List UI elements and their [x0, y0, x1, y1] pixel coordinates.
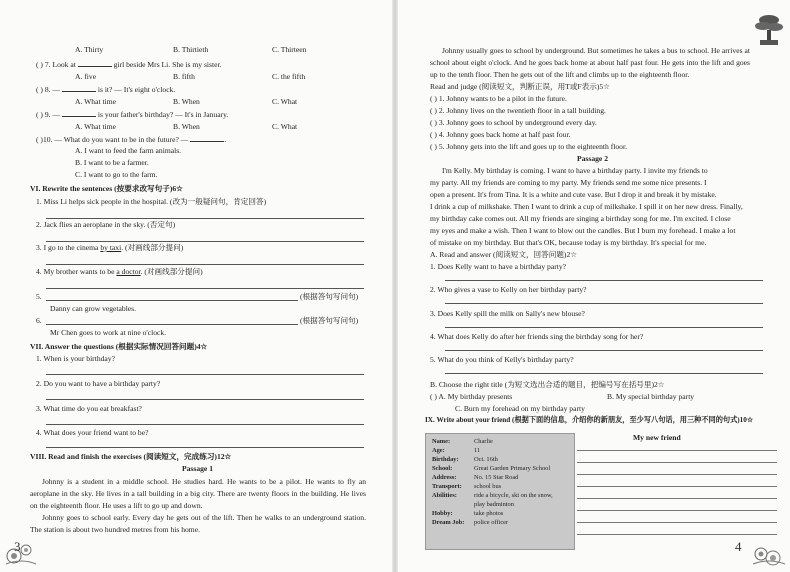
card-value: No. 15 Star Road: [474, 474, 519, 481]
card-key: Dream Job:: [432, 519, 465, 526]
read-answer-title: A. Read and answer (阅读短文，回答问题)2☆: [430, 250, 578, 259]
q10-option-c: C. I want to go to the farm.: [75, 170, 158, 179]
s6-q5-answer: Danny can grow vegetables.: [50, 304, 137, 313]
section-8-title: VIII. Read and finish the exercises (阅读短文，完成练习)12☆: [30, 452, 232, 461]
card-key: Age:: [432, 447, 445, 454]
passage-2-line: I'm Kelly. My birthday is coming. I want to have a birthday party. I invite my friends to: [442, 166, 708, 175]
q7-option-a: A. five: [75, 72, 97, 81]
answer-line[interactable]: [445, 373, 763, 374]
q7-option-c: C. the fifth: [272, 72, 306, 81]
passage-1-text-2: Johnny goes to school early. Every day he gets out of the lift. Then he walks to an underground station. The station is about two hundred metres from his home.: [30, 513, 366, 534]
ra-q4: 4. What does Kelly do after her friends sing the birthday song for her?: [430, 332, 644, 341]
card-value: 11: [474, 447, 481, 454]
q7: ( ) 7. Look at girl beside Mrs Li. She is my sister.: [36, 60, 222, 69]
answer-line[interactable]: [445, 303, 763, 304]
passage-1-text: Johnny is a student in a middle school. He studies hard. He wants to be a pilot. He wants to fly an aeroplane in the sky. He lives in a tall building in a big city. There are twenty floors in the building. He lives on the eighteenth floor. He uses a lift to go up and down.: [30, 477, 366, 510]
card-value: school bus: [474, 483, 502, 490]
s6-q4: 4. My brother wants to be a doctor. (对画线部分提问): [36, 267, 203, 276]
judge-2: ( ) 2. Johnny lives on the twentieth floor in a tall building.: [430, 106, 606, 115]
card-key: Transport:: [432, 483, 462, 490]
write-title: My new friend: [633, 433, 681, 442]
s6-q1: 1. Miss Li helps sick people in the hospital. (改为一般疑问句，肯定回答): [36, 197, 267, 206]
blank[interactable]: [190, 134, 224, 142]
s6-q6-hint: (根据答句写问句): [300, 316, 359, 325]
card-value: ride a bicycle, ski on the snow,: [474, 492, 553, 499]
passage-2-line: open a present. It's from Tina. It is a white and cute vase. But I drop it and break it by mistake.: [430, 190, 717, 199]
answer-line[interactable]: [46, 324, 298, 325]
section-9-title: IX. Write about your friend (根据下面的信息，介绍你的新朋友，至少写八句话，用三种不同的句式)10☆: [425, 416, 754, 424]
s7-q1: 1. When is your birthday?: [36, 354, 115, 363]
q6-option-c: C. Thirteen: [272, 45, 307, 54]
q9: ( ) 9. — is your father's birthday? — It's in January.: [36, 110, 229, 119]
answer-line[interactable]: [46, 399, 364, 400]
s6-q6-num: 6.: [36, 316, 42, 325]
flower-decoration-icon: [727, 540, 787, 568]
blank[interactable]: [78, 59, 112, 67]
card-key: Birthday:: [432, 456, 459, 463]
q9-option-b: B. When: [173, 122, 200, 131]
answer-line[interactable]: [46, 218, 364, 219]
s7-q4: 4. What does your friend want to be?: [36, 428, 149, 437]
answer-line[interactable]: [445, 350, 763, 351]
passage-1-continued: Johnny usually goes to school by underground. But sometimes he takes a bus to school. He arrives at school about eight o'clock. And he goes back home at about half past four. He gets into the lift and goes up to the tenth floor. Then he gets out of the lift and climbs up to the eighteenth floor.: [430, 46, 750, 79]
passage-2-line: of mistake on my birthday. But that's OK, because today is my birthday. It's special for me.: [430, 238, 707, 247]
judge-4: ( ) 4. Johnny goes back home at half past four.: [430, 130, 571, 139]
friend-info-card: [425, 433, 575, 550]
page-number: 3: [14, 539, 21, 554]
q8-option-c: C. What: [272, 97, 298, 106]
ra-q5: 5. What do you think of Kelly's birthday party?: [430, 355, 574, 364]
answer-line[interactable]: [46, 424, 364, 425]
passage-2-title: Passage 2: [576, 154, 608, 163]
writing-line[interactable]: [577, 450, 777, 451]
s7-q2: 2. Do you want to have a birthday party?: [36, 379, 161, 388]
q6-option-b: B. Thirtieth: [173, 45, 209, 54]
flower-decoration-icon: [2, 540, 62, 568]
card-value: police officer: [474, 519, 509, 526]
writing-line[interactable]: [577, 510, 777, 511]
writing-line[interactable]: [577, 486, 777, 487]
choose-option-c: C. Burn my forehead on my birthday party: [455, 404, 585, 413]
q8-option-a: A. What time: [75, 97, 116, 106]
s6-q2: 2. Jack flies an aeroplane in the sky. (否定句): [36, 220, 176, 229]
card-value: Great Garden Primary School: [474, 465, 551, 472]
bonsai-tree-icon: [752, 12, 786, 48]
ra-q2: 2. Who gives a vase to Kelly on her birthday party?: [430, 285, 587, 294]
passage-2-line: I drink a cup of milkshake. Then I want to drink a cup of milkshake. I spill it on her new dress. Finally,: [430, 202, 743, 211]
answer-line[interactable]: [46, 374, 364, 375]
passage-1-title: Passage 1: [181, 464, 213, 473]
card-value: play badminton: [474, 501, 514, 508]
writing-line[interactable]: [577, 522, 777, 523]
writing-line[interactable]: [577, 474, 777, 475]
judge-1: ( ) 1. Johnny wants to be a pilot in the future.: [430, 94, 567, 103]
judge-5: ( ) 5. Johnny gets into the lift and goes up to the eighteenth floor.: [430, 142, 627, 151]
choose-option-b: B. My special birthday party: [607, 392, 695, 401]
writing-line[interactable]: [577, 534, 777, 535]
page-right: [395, 0, 790, 572]
q9-option-c: C. What: [272, 122, 298, 131]
s7-q3: 3. What time do you eat breakfast?: [36, 404, 142, 413]
card-key: Name:: [432, 438, 451, 445]
card-key: Abilities:: [432, 492, 457, 499]
q8: ( ) 8. — is it? — It's eight o'clock.: [36, 85, 176, 94]
choose-option-a: ( ) A. My birthday presents: [430, 392, 513, 401]
q7-option-b: B. fifth: [173, 72, 195, 81]
choose-title: B. Choose the right title (为短文选出合适的题目，把编号写在括号里)2☆: [430, 380, 665, 389]
card-key: Address:: [432, 474, 457, 481]
answer-line[interactable]: [46, 447, 364, 448]
card-value: Oct. 16th: [474, 456, 498, 463]
q6-option-a: A. Thirty: [75, 45, 104, 54]
passage-2-line: my eyes and make a wish. Then I want to blow out the candles. But I burn my forehead. I make a lot: [430, 226, 736, 235]
s6-q5-num: 5.: [36, 292, 42, 301]
s6-q6-answer: Mr Chen goes to work at nine o'clock.: [50, 328, 167, 337]
writing-line[interactable]: [577, 462, 777, 463]
blank[interactable]: [62, 84, 96, 92]
page-number: 4: [735, 539, 742, 554]
ra-q1: 1. Does Kelly want to have a birthday party?: [430, 262, 567, 271]
card-key: School:: [432, 465, 453, 472]
card-value: Charlie: [474, 438, 493, 445]
q10-option-b: B. I want to be a farmer.: [75, 158, 149, 167]
q9-option-a: A. What time: [75, 122, 116, 131]
q10: ( )10. — What do you want to be in the future? — .: [36, 135, 227, 144]
answer-line[interactable]: [46, 264, 364, 265]
answer-line[interactable]: [445, 280, 763, 281]
q8-option-b: B. When: [173, 97, 200, 106]
s6-q5-hint: (根据答句写问句): [300, 292, 359, 301]
section-7-title: VII. Answer the questions (根据实际情况回答问题)4☆: [30, 342, 208, 351]
judge-title: Read and judge (阅读短文，判断正误，用T或F表示)5☆: [430, 82, 610, 91]
passage-2-line: my party. All my friends are coming to my party. My friends send me some nice presents. I: [430, 178, 707, 187]
ra-q3: 3. Does Kelly spill the milk on Sally's new blouse?: [430, 309, 585, 318]
card-value: take photos: [474, 510, 504, 517]
passage-2-line: my birthday cake comes out. All my friends are singing a birthday song for me. I'm excited. I close: [430, 214, 731, 223]
judge-3: ( ) 3. Johnny goes to school by underground every day.: [430, 118, 597, 127]
s6-q3: 3. I go to the cinema by taxi. (对画线部分提问): [36, 243, 184, 252]
answer-line[interactable]: [46, 300, 298, 301]
writing-line[interactable]: [577, 498, 777, 499]
q10-option-a: A. I want to feed the farm animals.: [75, 146, 182, 155]
card-key: Hobby:: [432, 510, 453, 517]
answer-line[interactable]: [46, 288, 364, 289]
section-6-title: VI. Rewrite the sentences (按要求改写句子)6☆: [30, 184, 183, 193]
answer-line[interactable]: [46, 241, 364, 242]
blank[interactable]: [62, 109, 96, 117]
answer-line[interactable]: [445, 327, 763, 328]
